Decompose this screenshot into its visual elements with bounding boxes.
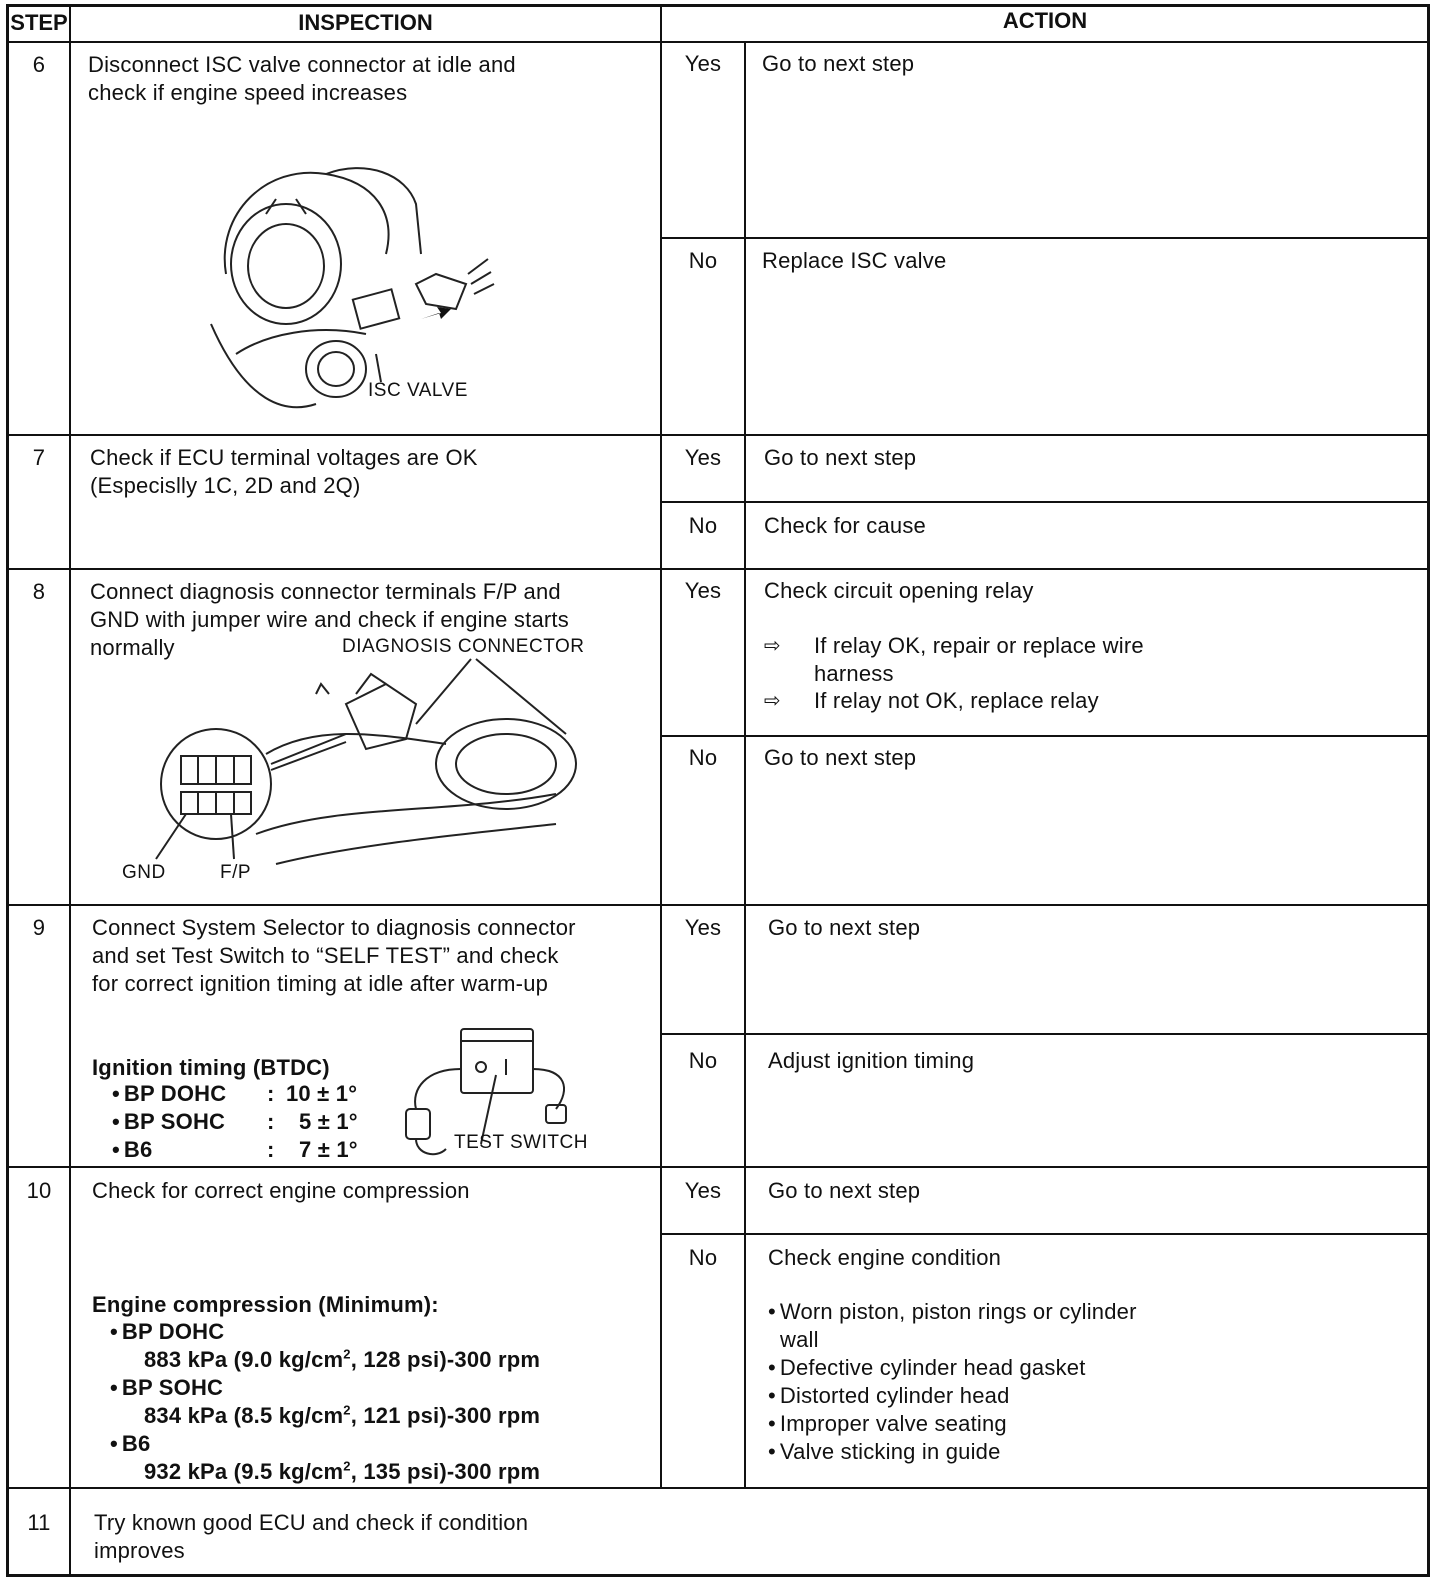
table-border-left — [6, 4, 9, 1577]
no-action: Check for cause — [764, 513, 926, 538]
spec-title: Ignition timing (BTDC) — [92, 1055, 330, 1080]
spec-value-pre: 932 kPa (9.5 kg/cm — [144, 1459, 344, 1484]
spec-name: • B6 — [112, 1137, 152, 1162]
spec-value-pre: 883 kPa (9.0 kg/cm — [144, 1347, 344, 1372]
figure-label-gnd: GND — [122, 862, 166, 883]
arrow-icon: ⇨ — [764, 690, 781, 712]
table-border-bottom — [6, 1574, 1430, 1577]
yesno-divider-9 — [660, 1033, 1430, 1035]
header-divider — [6, 41, 1430, 43]
yesno-divider-7 — [660, 501, 1430, 503]
yes-action: Go to next step — [764, 445, 917, 470]
step-number: 11 — [27, 1510, 51, 1535]
no-bullet: • Worn piston, piston rings or cylinder — [768, 1298, 1137, 1326]
yes-label: Yes — [684, 578, 722, 603]
header-inspection: INSPECTION — [298, 10, 433, 35]
row-divider-6-7 — [6, 434, 1430, 436]
yes-sub-text: harness — [814, 661, 894, 686]
spec-name-text: • BP SOHC — [110, 1375, 223, 1400]
yes-sub-text: If relay not OK, replace relay — [814, 688, 1099, 713]
no-action: Adjust ignition timing — [768, 1048, 975, 1073]
yes-label: Yes — [684, 915, 722, 940]
spec-row — [112, 1080, 226, 1108]
no-action: Replace ISC valve — [762, 248, 947, 273]
yes-action: Go to next step — [768, 915, 921, 940]
inspection-text: Disconnect ISC valve connector at idle and — [88, 52, 516, 77]
figure-label-diagnosis-connector: DIAGNOSIS CONNECTOR — [342, 636, 585, 657]
inspection-text: check if engine speed increases — [88, 80, 408, 105]
spec-sep: : — [267, 1081, 275, 1106]
table-border-top — [6, 4, 1430, 7]
spec-value-post: , 135 psi)-300 rpm — [350, 1459, 541, 1484]
step-number: 10 — [26, 1178, 52, 1203]
yes-action: Go to next step — [768, 1178, 921, 1203]
spec-value: 7 ± 1° — [299, 1137, 358, 1162]
no-label: No — [688, 1048, 718, 1073]
spec-row — [112, 1108, 225, 1136]
superscript: 2 — [343, 1346, 351, 1362]
figure-label-fp: F/P — [220, 862, 252, 883]
spec-name: • BP DOHC — [112, 1081, 226, 1106]
row-divider-9-10 — [6, 1166, 1430, 1168]
row-divider-8-9 — [6, 904, 1430, 906]
spec-name — [110, 1374, 223, 1402]
spec-sep: : — [267, 1109, 275, 1134]
header-action: ACTION — [1002, 8, 1088, 33]
troubleshooting-table — [6, 4, 1432, 1578]
inspection-text: Check for correct engine compression — [92, 1178, 470, 1203]
spec-name — [110, 1318, 224, 1346]
step-number: 7 — [32, 445, 46, 470]
yesno-divider-6 — [660, 237, 1430, 239]
inspection-text: GND with jumper wire and check if engine starts — [90, 607, 569, 632]
inspection-text: for correct ignition timing at idle after warm-up — [92, 971, 549, 996]
yesno-divider-8 — [660, 735, 1430, 737]
yes-action: Check circuit opening relay — [764, 578, 1034, 603]
table-border-right — [1427, 4, 1430, 1577]
no-action: Check engine condition — [768, 1245, 1002, 1270]
row-divider-10-11 — [6, 1487, 1430, 1489]
inspection-text: and set Test Switch to “SELF TEST” and check — [92, 943, 559, 968]
spec-title: Engine compression (Minimum): — [92, 1292, 439, 1317]
inspection-text: Connect diagnosis connector terminals F/P and — [90, 579, 561, 604]
no-bullet: • Improper valve seating — [768, 1410, 1007, 1438]
no-bullet: • Valve sticking in guide — [768, 1438, 1001, 1466]
inspection-text: (Especislly 1C, 2D and 2Q) — [90, 473, 361, 498]
spec-value-post: , 121 psi)-300 rpm — [350, 1403, 541, 1428]
spec-name: • BP SOHC — [112, 1109, 225, 1134]
spec-value: 10 ± 1° — [286, 1081, 358, 1106]
figure-label-isc-valve: ISC VALVE — [368, 380, 468, 401]
no-bullet: • Distorted cylinder head — [768, 1382, 1010, 1410]
yes-label: Yes — [684, 445, 722, 470]
inspection-text: normally — [90, 635, 175, 660]
step-number: 9 — [32, 915, 46, 940]
superscript: 2 — [343, 1458, 351, 1474]
superscript: 2 — [343, 1402, 351, 1418]
spec-name — [110, 1430, 150, 1458]
inspection-text: Connect System Selector to diagnosis connector — [92, 915, 576, 940]
spec-value: 5 ± 1° — [299, 1109, 358, 1134]
no-bullet-cont: wall — [780, 1327, 819, 1352]
figure-label-test-switch: TEST SWITCH — [454, 1132, 588, 1153]
no-action: Go to next step — [764, 745, 917, 770]
yesno-col-divider — [744, 41, 746, 1489]
inspection-text: Check if ECU terminal voltages are OK — [90, 445, 478, 470]
yes-label: Yes — [684, 1178, 722, 1203]
yesno-divider-10 — [660, 1233, 1430, 1235]
diagnosis-connector-illustration — [116, 664, 586, 884]
spec-value — [144, 1458, 540, 1486]
no-label: No — [688, 513, 718, 538]
yes-action: Go to next step — [762, 51, 915, 76]
spec-sep: : — [267, 1137, 275, 1162]
inspection-text: Try known good ECU and check if condition — [94, 1510, 529, 1535]
yes-sub-text: If relay OK, repair or replace wire — [814, 633, 1144, 658]
step-col-divider — [69, 4, 71, 1577]
spec-name-text: • B6 — [110, 1431, 150, 1456]
header-step: STEP — [10, 10, 68, 35]
yes-label: Yes — [684, 51, 722, 76]
step-number: 8 — [32, 579, 46, 604]
no-label: No — [688, 745, 718, 770]
arrow-icon: ⇨ — [764, 635, 781, 657]
spec-value-pre: 834 kPa (8.5 kg/cm — [144, 1403, 344, 1428]
no-label: No — [688, 1245, 718, 1270]
row-divider-7-8 — [6, 568, 1430, 570]
spec-row — [112, 1136, 152, 1164]
inspection-text: improves — [94, 1538, 185, 1563]
no-bullet: • Defective cylinder head gasket — [768, 1354, 1086, 1382]
isc-valve-illustration — [206, 154, 526, 424]
spec-value-post: , 128 psi)-300 rpm — [350, 1347, 541, 1372]
no-label: No — [688, 248, 718, 273]
spec-value — [144, 1346, 540, 1374]
step-number: 6 — [32, 52, 46, 77]
spec-value — [144, 1402, 540, 1430]
spec-name-text: • BP DOHC — [110, 1319, 224, 1344]
